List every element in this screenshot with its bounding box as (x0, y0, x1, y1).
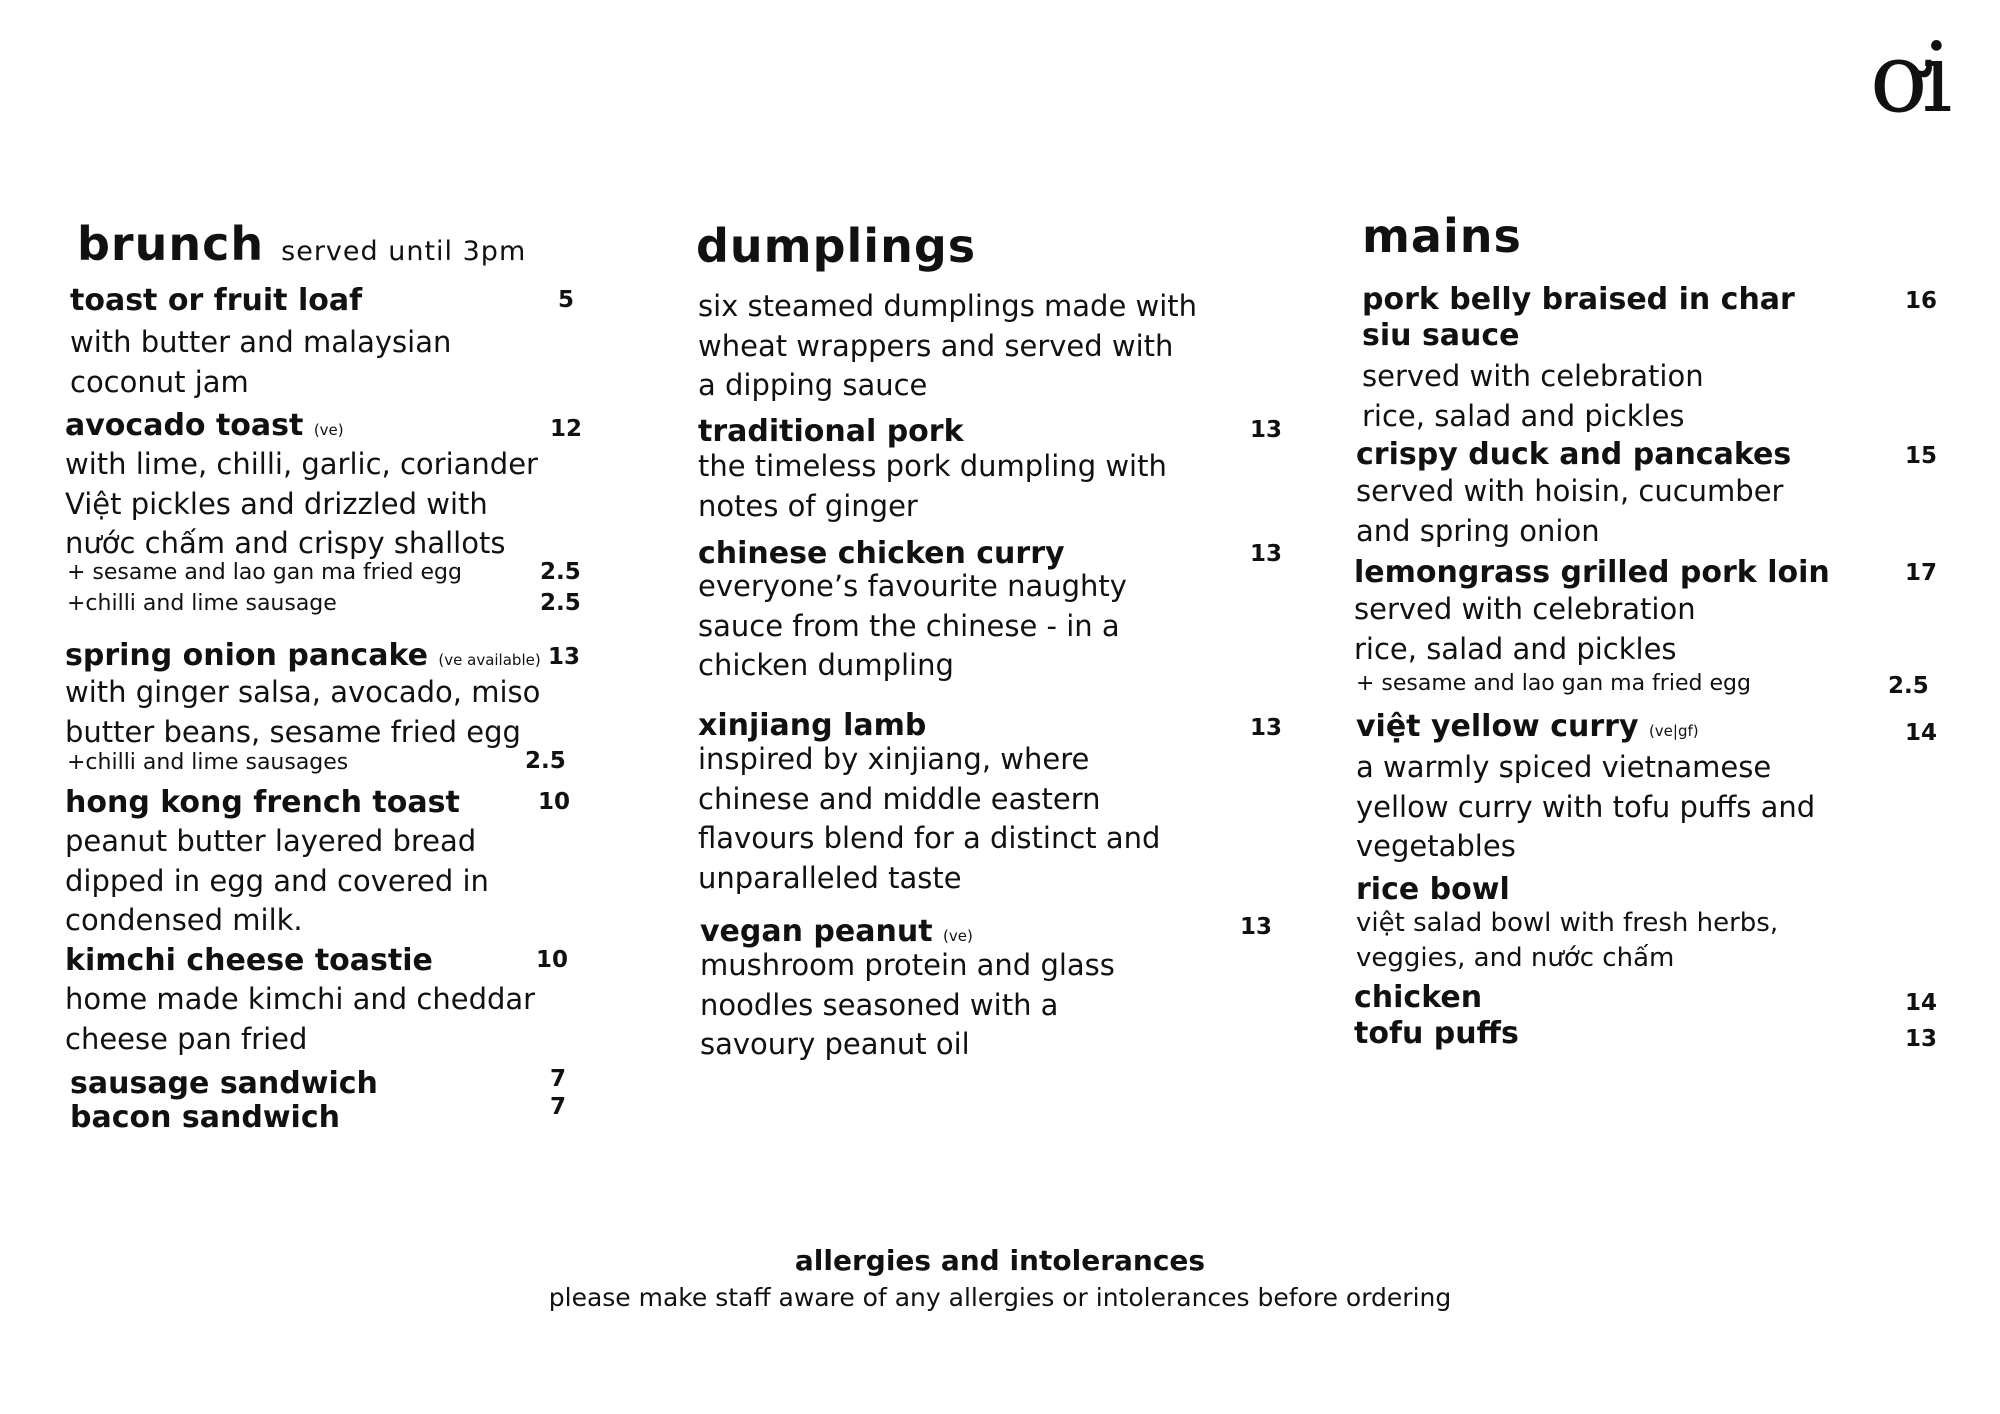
menu-item-price: 7 (550, 1094, 567, 1120)
add-on: + sesame and lao gan ma fried egg (1356, 671, 1751, 696)
menu-item-price: 16 (1905, 288, 1938, 314)
menu-item-option: chicken (1354, 980, 1483, 1015)
menu-item-option-price: 14 (1905, 990, 1938, 1016)
menu-item-price: 10 (536, 947, 569, 973)
menu-item-name: crispy duck and pancakes (1356, 437, 1792, 472)
menu-item-price: 10 (538, 789, 571, 815)
menu-item-description: served with hoisin, cucumber and spring onion (1356, 474, 1784, 548)
menu-item-description: home made kimchi and cheddar cheese pan fried (65, 982, 536, 1056)
menu-item-name-text: việt yellow curry (1356, 709, 1639, 744)
menu-item-name (65, 408, 344, 448)
menu-item-name: sausage sandwich (70, 1066, 378, 1101)
menu-item-description: a warmly spiced vietnamese yellow curry with tofu puffs and vegetables (1356, 750, 1816, 863)
add-on-price: 2.5 (540, 590, 581, 616)
menu-item-description: peanut butter layered bread dipped in egg and covered in condensed milk. (65, 824, 489, 937)
brand-logo: ơi (1870, 22, 1947, 134)
allergy-title: allergies and intolerances (794, 1244, 1206, 1277)
menu-item-description: the timeless pork dumpling with notes of ginger (698, 449, 1167, 523)
menu-item-name: bacon sandwich (70, 1100, 340, 1135)
menu-item-price: 15 (1905, 443, 1938, 469)
menu-item-description: served with celebration rice, salad and pickles (1362, 359, 1704, 433)
menu-item-description: mushroom protein and glass noodles seasoned with a savoury peanut oil (700, 948, 1115, 1061)
add-on: +chilli and lime sausages (67, 750, 349, 775)
menu-item-description: inspired by xinjiang, where chinese and middle eastern flavours blend for a distinct and unparalleled taste (698, 742, 1161, 895)
menu-item-price: 13 (1250, 715, 1283, 741)
menu-item-price: 13 (1250, 541, 1283, 567)
menu-item-description: everyone’s favourite naughty sauce from the chinese - in a chicken dumpling (698, 569, 1127, 682)
add-on: + sesame and lao gan ma fried egg (67, 560, 462, 585)
menu-item-name: xinjiang lamb (698, 708, 927, 743)
menu-item-name-text: avocado toast (65, 408, 304, 443)
menu-item-name-text: vegan peanut (700, 914, 933, 949)
menu-item-name: kimchi cheese toastie (65, 943, 433, 978)
section-intro: six steamed dumplings made with wheat wrappers and served with a dipping sauce (698, 289, 1198, 402)
menu-item-name: traditional pork (698, 414, 964, 449)
menu-item-name: toast or fruit loaf (70, 283, 363, 318)
add-on-price: 2.5 (525, 748, 566, 774)
brunch-subtitle: served until 3pm (281, 236, 527, 267)
menu-item-name: chinese chicken curry (698, 536, 1065, 571)
menu-item-option-price: 13 (1905, 1026, 1938, 1052)
section-title (77, 218, 526, 278)
menu-item-name: pork belly braised in char siu sauce (1362, 282, 1795, 353)
add-on-price: 2.5 (1888, 673, 1929, 699)
menu-item-description: served with celebration rice, salad and pickles (1354, 592, 1696, 666)
menu-item-name (65, 638, 541, 678)
allergy-text: please make staff aware of any allergies or intolerances before ordering (548, 1283, 1452, 1312)
dietary-note: (ve) (313, 421, 344, 439)
menu-item-description: with lime, chilli, garlic, coriander Việt pickles and drizzled with nước chấm and crispy shallots (65, 447, 538, 560)
dietary-note: (ve|gf) (1648, 722, 1699, 740)
menu-item-description: việt salad bowl with fresh herbs, veggies, and nước chấm (1356, 908, 1779, 973)
menu-item-name: lemongrass grilled pork loin (1354, 555, 1830, 590)
menu-item-price: 17 (1905, 560, 1938, 586)
menu-item-price: 14 (1905, 720, 1938, 746)
menu-item-price: 5 (558, 287, 575, 313)
menu-item-option: tofu puffs (1354, 1016, 1519, 1051)
menu-item-description: with ginger salsa, avocado, miso butter beans, sesame fried egg (65, 675, 541, 749)
menu-item-description: with butter and malaysian coconut jam (70, 325, 452, 399)
menu-item-name-text: spring onion pancake (65, 638, 428, 673)
menu-item-price: 7 (550, 1066, 567, 1092)
menu-item-name: rice bowl (1356, 872, 1510, 907)
add-on-price: 2.5 (540, 559, 581, 585)
menu-item-price: 13 (1250, 417, 1283, 443)
mains-title: mains (1362, 209, 1522, 263)
menu-item-name (1356, 709, 1699, 749)
dietary-note: (ve available) (438, 651, 541, 669)
brunch-title: brunch (77, 217, 265, 271)
menu-item-price: 13 (548, 644, 581, 670)
menu-item-price: 13 (1240, 914, 1273, 940)
dumplings-title: dumplings (696, 219, 977, 273)
dietary-note: (ve) (943, 927, 973, 945)
add-on: +chilli and lime sausage (67, 591, 337, 616)
menu-item-price: 12 (550, 416, 583, 442)
menu-item-name: hong kong french toast (65, 785, 460, 820)
